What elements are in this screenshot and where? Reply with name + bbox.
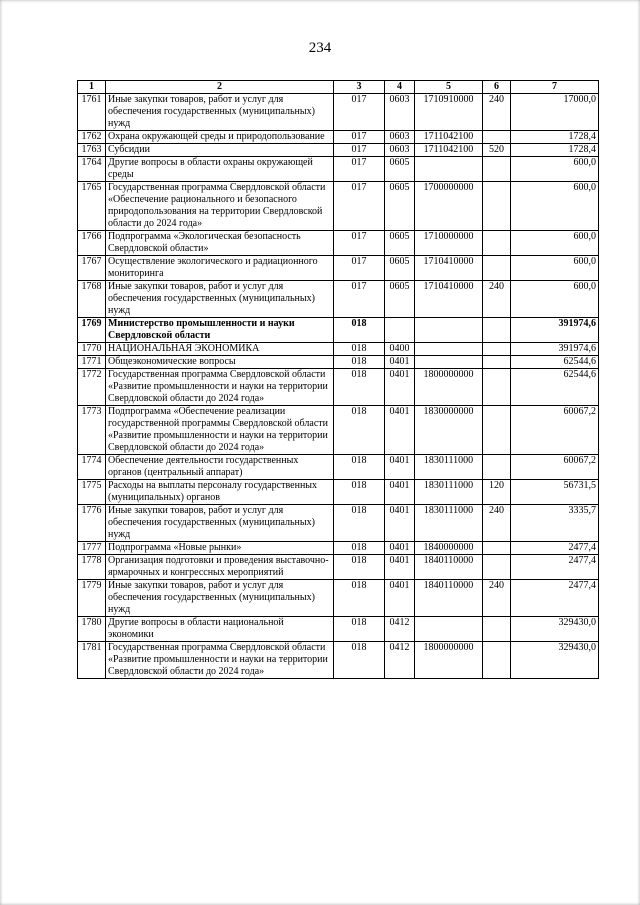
item-name: Охрана окружающей среды и природопользование — [106, 131, 334, 144]
section-code — [385, 318, 415, 343]
amount: 600,0 — [511, 256, 599, 281]
table-row — [78, 94, 599, 131]
item-name: Государственная программа Свердловской области «Развитие промышленности и науки на территории Свердловской области до 2024 года» — [106, 369, 334, 406]
item-name: Подпрограмма «Обеспечение реализации государственной программы Свердловской области «Развитие промышленности и науки на территории Свердловской области до 2024 года» — [106, 406, 334, 455]
table-row — [78, 157, 599, 182]
amount: 62544,6 — [511, 369, 599, 406]
amount: 600,0 — [511, 231, 599, 256]
target-article-code: 1710910000 — [415, 94, 483, 131]
ministry-code: 018 — [334, 356, 385, 369]
section-code: 0401 — [385, 369, 415, 406]
row-number: 1768 — [78, 281, 106, 318]
expense-type-code — [483, 555, 511, 580]
page-number: 234 — [308, 40, 332, 56]
expense-type-code — [483, 231, 511, 256]
table-row — [78, 555, 599, 580]
table-row — [78, 580, 599, 617]
row-number: 1767 — [78, 256, 106, 281]
row-number: 1772 — [78, 369, 106, 406]
section-code: 0605 — [385, 182, 415, 231]
row-number: 1775 — [78, 480, 106, 505]
amount: 1728,4 — [511, 144, 599, 157]
expense-type-code — [483, 356, 511, 369]
table-row — [78, 281, 599, 318]
section-code: 0605 — [385, 281, 415, 318]
target-article-code: 1710410000 — [415, 281, 483, 318]
header-col-7: 7 — [511, 81, 599, 94]
target-article-code: 1800000000 — [415, 642, 483, 679]
target-article-code: 1830111000 — [415, 480, 483, 505]
amount: 329430,0 — [511, 617, 599, 642]
item-name: Иные закупки товаров, работ и услуг для обеспечения государственных (муниципальных) нужд — [106, 505, 334, 542]
section-code: 0401 — [385, 542, 415, 555]
ministry-code: 017 — [334, 144, 385, 157]
row-number: 1762 — [78, 131, 106, 144]
row-number: 1773 — [78, 406, 106, 455]
target-article-code: 1700000000 — [415, 182, 483, 231]
table-row — [78, 369, 599, 406]
target-article-code: 1830000000 — [415, 406, 483, 455]
target-article-code: 1711042100 — [415, 144, 483, 157]
target-article-code: 1830111000 — [415, 505, 483, 542]
header-col-3: 3 — [334, 81, 385, 94]
amount: 60067,2 — [511, 455, 599, 480]
target-article-code: 1840110000 — [415, 580, 483, 617]
ministry-code: 017 — [334, 256, 385, 281]
budget-table — [77, 80, 599, 679]
table-row — [78, 318, 599, 343]
item-name: Общеэкономические вопросы — [106, 356, 334, 369]
expense-type-code — [483, 642, 511, 679]
section-code: 0401 — [385, 455, 415, 480]
table-row — [78, 406, 599, 455]
ministry-code: 018 — [334, 480, 385, 505]
expense-type-code: 240 — [483, 580, 511, 617]
expense-type-code: 240 — [483, 94, 511, 131]
target-article-code: 1710410000 — [415, 256, 483, 281]
row-number: 1761 — [78, 94, 106, 131]
table-row — [78, 131, 599, 144]
expense-type-code — [483, 369, 511, 406]
table-row — [78, 505, 599, 542]
expense-type-code — [483, 182, 511, 231]
ministry-code: 018 — [334, 343, 385, 356]
expense-type-code — [483, 617, 511, 642]
expense-type-code: 120 — [483, 480, 511, 505]
row-number: 1764 — [78, 157, 106, 182]
ministry-code: 017 — [334, 131, 385, 144]
amount: 60067,2 — [511, 406, 599, 455]
target-article-code: 1830111000 — [415, 455, 483, 480]
ministry-code: 018 — [334, 318, 385, 343]
row-number: 1777 — [78, 542, 106, 555]
item-name: Подпрограмма «Новые рынки» — [106, 542, 334, 555]
row-number: 1779 — [78, 580, 106, 617]
header-col-5: 5 — [415, 81, 483, 94]
ministry-code: 018 — [334, 505, 385, 542]
ministry-code: 018 — [334, 555, 385, 580]
target-article-code — [415, 318, 483, 343]
row-number: 1770 — [78, 343, 106, 356]
item-name: Подпрограмма «Экологическая безопасность Свердловской области» — [106, 231, 334, 256]
amount: 2477,4 — [511, 580, 599, 617]
target-article-code — [415, 157, 483, 182]
item-name: Расходы на выплаты персоналу государственных (муниципальных) органов — [106, 480, 334, 505]
target-article-code — [415, 617, 483, 642]
section-code: 0605 — [385, 157, 415, 182]
expense-type-code — [483, 157, 511, 182]
target-article-code — [415, 343, 483, 356]
amount: 3335,7 — [511, 505, 599, 542]
row-number: 1781 — [78, 642, 106, 679]
table-row — [78, 256, 599, 281]
table-row — [78, 642, 599, 679]
row-number: 1774 — [78, 455, 106, 480]
expense-type-code — [483, 455, 511, 480]
target-article-code: 1800000000 — [415, 369, 483, 406]
item-name: Другие вопросы в области охраны окружающей среды — [106, 157, 334, 182]
item-name: Государственная программа Свердловской области «Обеспечение рационального и безопасного природопользования на территории Свердловской области до 2024 года» — [106, 182, 334, 231]
ministry-code: 018 — [334, 406, 385, 455]
amount: 391974,6 — [511, 318, 599, 343]
item-name: Другие вопросы в области национальной экономики — [106, 617, 334, 642]
table-row — [78, 356, 599, 369]
expense-type-code — [483, 256, 511, 281]
section-code: 0401 — [385, 505, 415, 542]
section-code: 0603 — [385, 144, 415, 157]
row-number: 1776 — [78, 505, 106, 542]
row-number: 1771 — [78, 356, 106, 369]
row-number: 1765 — [78, 182, 106, 231]
header-col-4: 4 — [385, 81, 415, 94]
table-row — [78, 542, 599, 555]
section-code: 0401 — [385, 480, 415, 505]
expense-type-code — [483, 343, 511, 356]
section-code: 0400 — [385, 343, 415, 356]
target-article-code: 1710000000 — [415, 231, 483, 256]
expense-type-code — [483, 542, 511, 555]
table-row — [78, 144, 599, 157]
section-code: 0401 — [385, 580, 415, 617]
amount: 600,0 — [511, 182, 599, 231]
table-header — [78, 81, 599, 94]
section-code: 0401 — [385, 555, 415, 580]
ministry-code: 018 — [334, 617, 385, 642]
item-name: Обеспечение деятельности государственных органов (центральный аппарат) — [106, 455, 334, 480]
amount: 17000,0 — [511, 94, 599, 131]
item-name: Иные закупки товаров, работ и услуг для обеспечения государственных (муниципальных) нужд — [106, 580, 334, 617]
amount: 329430,0 — [511, 642, 599, 679]
ministry-code: 017 — [334, 231, 385, 256]
ministry-code: 017 — [334, 157, 385, 182]
section-code: 0603 — [385, 94, 415, 131]
item-name: Осуществление экологического и радиационного мониторинга — [106, 256, 334, 281]
expense-type-code: 240 — [483, 281, 511, 318]
section-code: 0401 — [385, 356, 415, 369]
target-article-code: 1840000000 — [415, 542, 483, 555]
expense-type-code: 520 — [483, 144, 511, 157]
section-code: 0401 — [385, 406, 415, 455]
amount: 2477,4 — [511, 555, 599, 580]
table-row — [78, 617, 599, 642]
table-row — [78, 231, 599, 256]
amount: 600,0 — [511, 281, 599, 318]
item-name: Иные закупки товаров, работ и услуг для обеспечения государственных (муниципальных) нужд — [106, 94, 334, 131]
item-name: Субсидии — [106, 144, 334, 157]
target-article-code: 1840110000 — [415, 555, 483, 580]
expense-type-code: 240 — [483, 505, 511, 542]
row-number: 1763 — [78, 144, 106, 157]
ministry-code: 018 — [334, 455, 385, 480]
amount: 2477,4 — [511, 542, 599, 555]
row-number: 1766 — [78, 231, 106, 256]
table-row — [78, 480, 599, 505]
ministry-code: 018 — [334, 580, 385, 617]
section-code: 0412 — [385, 617, 415, 642]
item-name: Министерство промышленности и науки Свердловской области — [106, 318, 334, 343]
row-number: 1769 — [78, 318, 106, 343]
header-col-2: 2 — [106, 81, 334, 94]
target-article-code: 1711042100 — [415, 131, 483, 144]
section-code: 0412 — [385, 642, 415, 679]
ministry-code: 018 — [334, 369, 385, 406]
ministry-code: 017 — [334, 281, 385, 318]
header-col-6: 6 — [483, 81, 511, 94]
expense-type-code — [483, 406, 511, 455]
amount: 62544,6 — [511, 356, 599, 369]
ministry-code: 017 — [334, 94, 385, 131]
section-code: 0603 — [385, 131, 415, 144]
item-name: Организация подготовки и проведения выставочно-ярмарочных и конгрессных мероприятий — [106, 555, 334, 580]
table-row — [78, 182, 599, 231]
expense-type-code — [483, 131, 511, 144]
section-code: 0605 — [385, 256, 415, 281]
amount: 600,0 — [511, 157, 599, 182]
ministry-code: 018 — [334, 642, 385, 679]
item-name: НАЦИОНАЛЬНАЯ ЭКОНОМИКА — [106, 343, 334, 356]
item-name: Иные закупки товаров, работ и услуг для обеспечения государственных (муниципальных) нужд — [106, 281, 334, 318]
ministry-code: 018 — [334, 542, 385, 555]
item-name: Государственная программа Свердловской области «Развитие промышленности и науки на территории Свердловской области до 2024 года» — [106, 642, 334, 679]
header-col-1: 1 — [78, 81, 106, 94]
table-row — [78, 455, 599, 480]
header-row — [78, 81, 599, 94]
section-code: 0605 — [385, 231, 415, 256]
table-row — [78, 343, 599, 356]
row-number: 1780 — [78, 617, 106, 642]
amount: 391974,6 — [511, 343, 599, 356]
amount: 1728,4 — [511, 131, 599, 144]
target-article-code — [415, 356, 483, 369]
row-number: 1778 — [78, 555, 106, 580]
table-body — [78, 94, 599, 679]
ministry-code: 017 — [334, 182, 385, 231]
expense-type-code — [483, 318, 511, 343]
amount: 56731,5 — [511, 480, 599, 505]
